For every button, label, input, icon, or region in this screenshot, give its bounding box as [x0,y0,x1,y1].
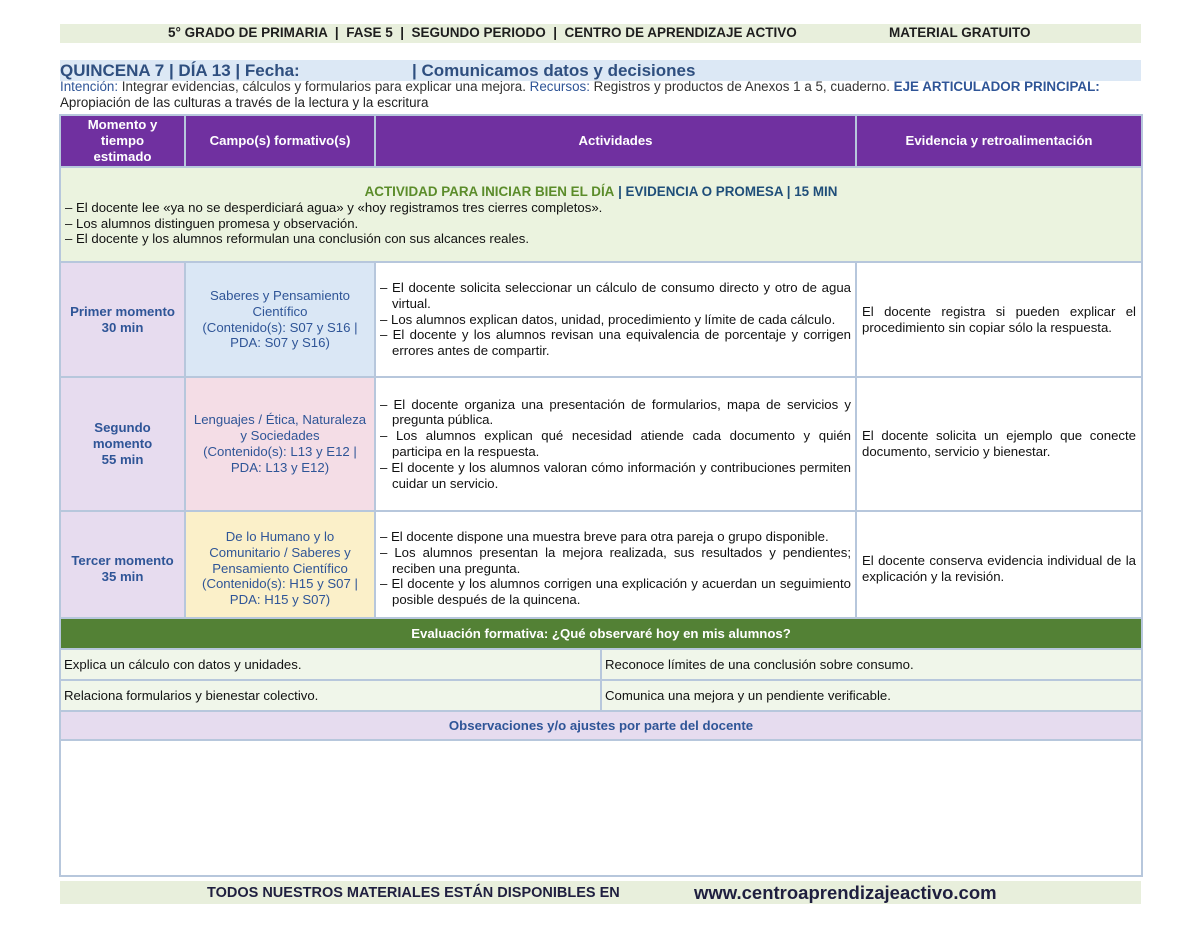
intent-label: Intención: [60,79,119,94]
activities-cell [375,511,856,626]
evidence-cell: El docente conserva evidencia individual de la explicación y la revisión. [856,511,1142,626]
moment-row [60,262,1142,377]
footer-bar [60,881,1141,904]
evaluation-title: Evaluación formativa: ¿Qué observaré hoy en mis alumnos? [60,618,1142,649]
activity-item: – El docente organiza una presentación de formularios, mapa de servicios y pregunta pública. [380,396,851,428]
header-moment: Momento y tiempo estimado [60,115,185,167]
moment-cell: Segundo momento 55 min [60,377,185,511]
opener-title: ACTIVIDAD PARA INICIAR BIEN EL DÍA | EVIDENCIA O PROMESA | 15 MIN [364,183,838,199]
table-header-row [60,115,1142,167]
resources-text: Registros y productos de Anexos 1 a 5, cuaderno. [589,79,894,94]
activities-cell [375,377,856,511]
eje-label: EJE ARTICULADOR PRINCIPAL: [893,79,1100,94]
footer-url-link[interactable]: www.centroaprendizajeactivo.com [694,882,997,903]
activity-item: – Los alumnos explican datos, unidad, procedimiento y límite de cada cálculo. [380,311,836,327]
activity-item: – El docente y los alumnos corrigen una explicación y acuerdan un seguimiento posible después de la quincena. [380,576,851,608]
title-bar [60,60,1141,81]
opener-row [60,167,1142,262]
evaluation-item: Explica un cálculo con datos y unidades. [60,649,601,680]
activities-cell [375,262,856,377]
header-bar [60,24,1141,43]
header-campo: Campo(s) formativo(s) [185,115,375,167]
session-title: | Comunicamos datos y decisiones [412,61,696,80]
lesson-plan-table [59,114,1143,627]
evaluation-item: Reconoce límites de una conclusión sobre consumo. [601,649,1142,680]
quincena-day-date: QUINCENA 7 | DÍA 13 | Fecha: [60,61,300,80]
evaluation-row [60,680,1142,711]
header-evidence: Evidencia y retroalimentación [856,115,1142,167]
moment-cell: Tercer momento 35 min [60,511,185,626]
footer-text: TODOS NUESTROS MATERIALES ESTÁN DISPONIBLES EN [207,885,620,901]
campo-cell: De lo Humano y lo Comunitario / Saberes y Pensamiento Científico (Contenido(s): H15 y S07 | PDA: H15 y S07) [185,511,375,626]
resources-label: Recursos: [529,79,590,94]
moment-cell: Primer momento 30 min [60,262,185,377]
eje-text: Apropiación de las culturas a través de la lectura y la escritura [60,95,429,110]
activity-item: – El docente y los alumnos valoran cómo información y contribuciones permiten cuidar un servicio. [380,459,851,491]
observations-title: Observaciones y/o ajustes por parte del docente [60,711,1142,740]
evaluation-row [60,649,1142,680]
evidence-cell: El docente registra si pueden explicar el procedimiento sin copiar sólo la respuesta. [856,262,1142,377]
observations-area[interactable] [60,740,1142,876]
activity-item: – El docente solicita seleccionar un cálculo de consumo directo y otro de agua virtual. [380,280,851,311]
evaluation-item: Relaciona formularios y bienestar colectivo. [60,680,601,711]
opener-line: – El docente y los alumnos reformulan una conclusión con sus alcances reales. [65,231,530,247]
moment-row [60,511,1142,626]
opener-line: – El docente lee «ya no se desperdiciará agua» y «hoy registramos tres cierres completos». [65,199,603,215]
activity-item: – Los alumnos explican qué necesidad atiende cada documento y quién participa en la respuesta. [380,428,851,459]
header-activities: Actividades [375,115,856,167]
opener-line: – Los alumnos distinguen promesa y observación. [65,215,359,231]
header-grade-info: 5° GRADO DE PRIMARIA | FASE 5 | SEGUNDO PERIODO | CENTRO DE APRENDIZAJE ACTIVO [168,25,797,40]
moment-row [60,377,1142,511]
intent-text: Integrar evidencias, cálculos y formularios para explicar una mejora. [118,79,530,94]
header-free-material: MATERIAL GRATUITO [889,25,1031,40]
intent-block [60,79,1141,111]
campo-cell: Lenguajes / Ética, Naturaleza y Sociedades (Contenido(s): L13 y E12 | PDA: L13 y E12) [185,377,375,511]
evaluation-item: Comunica una mejora y un pendiente verificable. [601,680,1142,711]
campo-cell: Saberes y Pensamiento Científico (Contenido(s): S07 y S16 | PDA: S07 y S16) [185,262,375,377]
activity-item: – El docente dispone una muestra breve para otra pareja o grupo disponible. [380,529,829,544]
activity-item: – El docente y los alumnos revisan una equivalencia de porcentaje y corrigen errores antes de compartir. [380,327,851,359]
evidence-cell: El docente solicita un ejemplo que conecte documento, servicio y bienestar. [856,377,1142,511]
evaluation-table [59,617,1143,877]
activity-item: – Los alumnos presentan la mejora realizada, sus resultados y pendientes; reciben una pregunta. [380,544,851,576]
